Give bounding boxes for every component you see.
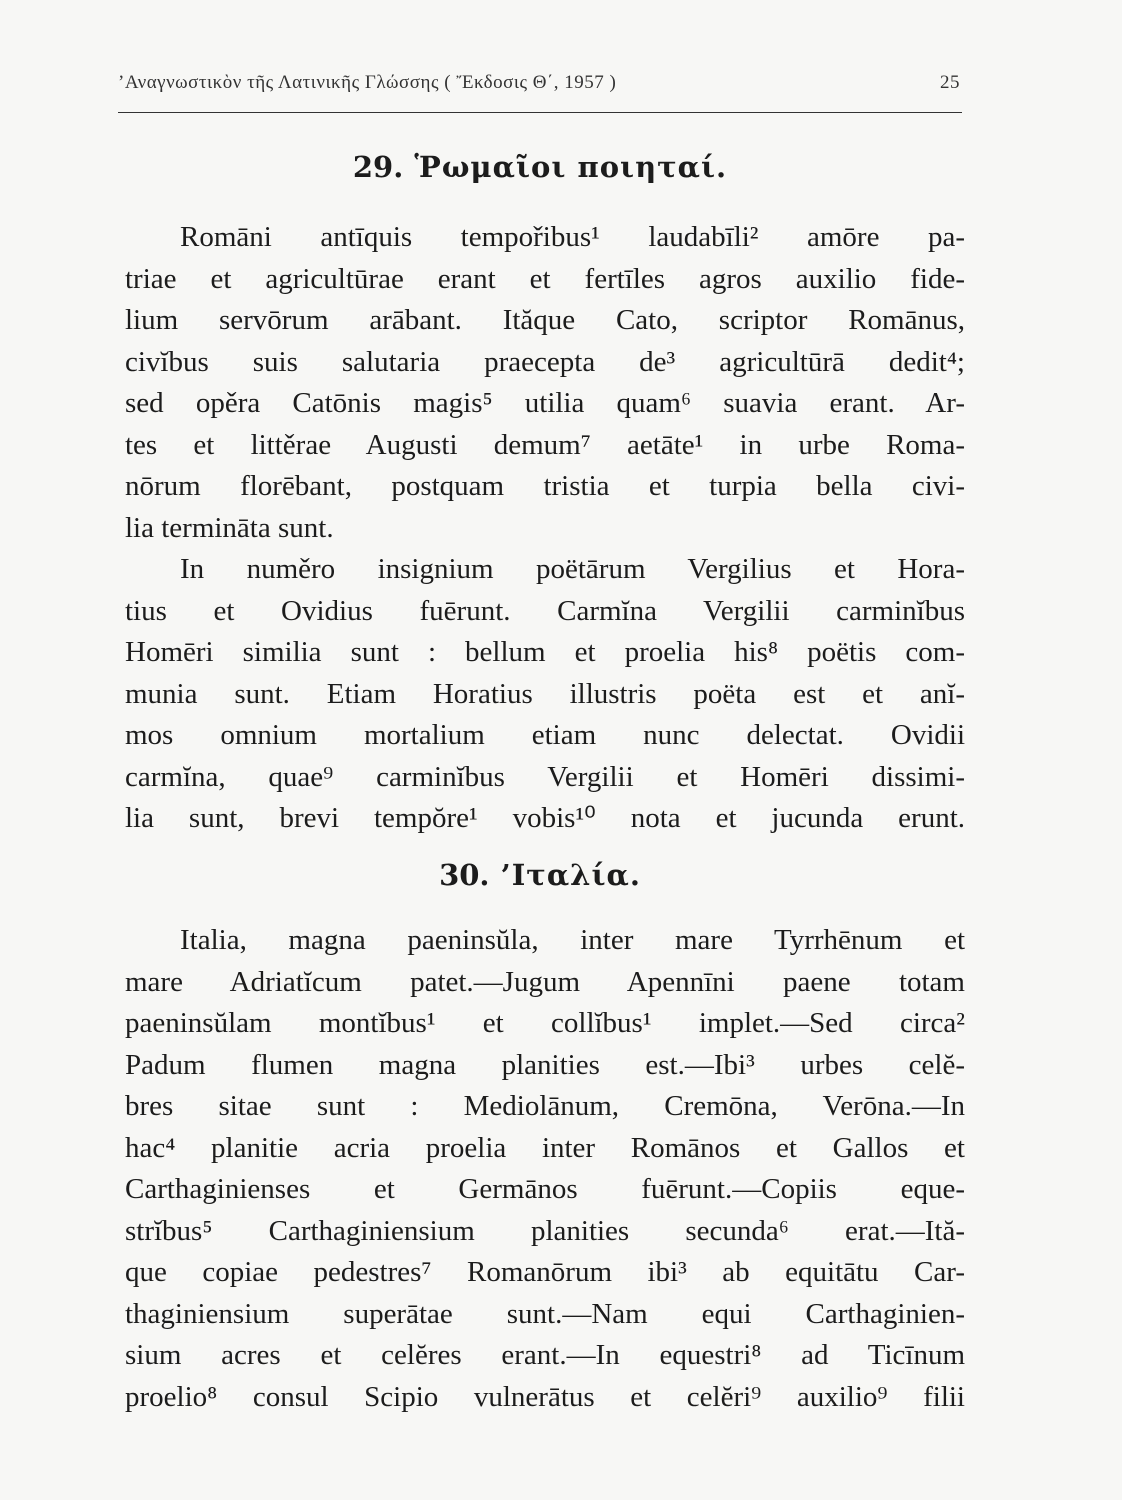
text-line: Carthaginienses et Germānos fuērunt.—Copiis eque- bbox=[125, 1173, 965, 1205]
paragraph bbox=[125, 217, 965, 549]
section-title: Ῥωμαῖοι ποιηταί. bbox=[414, 150, 728, 184]
text-line: strĭbus⁵ Carthaginiensium planities secunda⁶ erat.—Ită- bbox=[125, 1214, 965, 1247]
text-line: nōrum florēbant, postquam tristia et turpia bella civi- bbox=[125, 470, 965, 502]
section-29-heading bbox=[118, 150, 962, 184]
page-number: 25 bbox=[940, 72, 960, 93]
paragraph bbox=[125, 920, 965, 1418]
text-line: lia termināta sunt. bbox=[125, 511, 334, 544]
text-line: In numěro insignium poëtārum Vergilius et Hora- bbox=[180, 553, 965, 585]
text-line: Padum flumen magna planities est.—Ibi³ urbes celĕ- bbox=[125, 1048, 965, 1081]
text-line: thaginiensium superātae sunt.—Nam equi Carthaginien- bbox=[125, 1297, 965, 1330]
section-29-body bbox=[125, 217, 965, 840]
text-line: paeninsŭlam montĭbus¹ et collĭbus¹ implet.—Sed circa² bbox=[125, 1007, 965, 1039]
text-line: Romāni antīquis tempořibus¹ laudabīli² amōre pa- bbox=[180, 221, 965, 253]
text-line: sed opěra Catōnis magis⁵ utilia quam⁶ suavia erant. Ar- bbox=[125, 387, 965, 419]
text-line: triae et agricultūrae erant et fertīles agros auxilio fide- bbox=[125, 262, 965, 295]
text-line: munia sunt. Etiam Horatius illustris poëta est et anĭ- bbox=[125, 677, 965, 710]
paragraph bbox=[125, 549, 965, 840]
text-line: lia sunt, brevi tempŏre¹ vobis¹⁰ nota et jucunda erunt. bbox=[125, 802, 965, 834]
running-head bbox=[118, 72, 960, 94]
text-line: carmĭna, quae⁹ carminĭbus Vergilii et Homēri dissimi- bbox=[125, 760, 965, 793]
text-line: civĭbus suis salutaria praecepta de³ agricultūrā dedit⁴; bbox=[125, 345, 965, 378]
running-head-title: ’Αναγνωστικὸν τῆς Λατινικῆς Γλώσσης ( Ἔκδοσις Θ΄, 1957 ) bbox=[118, 72, 617, 93]
text-line: sium acres et celĕres erant.—In equestri⁸ ad Ticīnum bbox=[125, 1339, 965, 1371]
text-line: que copiae pedestres⁷ Romanōrum ibi³ ab equitātu Car- bbox=[125, 1256, 965, 1288]
text-line: Homēri similia sunt : bellum et proelia his⁸ poëtis com- bbox=[125, 636, 965, 668]
text-line: mare Adriatĭcum patet.—Jugum Apennīni paene totam bbox=[125, 965, 965, 998]
text-line: proelio⁸ consul Scipio vulnerātus et celĕri⁹ auxilio⁹ filii bbox=[125, 1380, 965, 1413]
header-rule bbox=[118, 112, 962, 113]
text-line: tius et Ovidius fuērunt. Carmĭna Vergilii carminĭbus bbox=[125, 594, 965, 627]
text-line: bres sitae sunt : Mediolānum, Cremōna, Verōna.—In bbox=[125, 1090, 965, 1122]
section-number: 29. bbox=[352, 150, 404, 184]
text-line: lium servōrum arābant. Ităque Cato, scriptor Romānus, bbox=[125, 304, 965, 336]
text-line: hac⁴ planitie acria proelia inter Romānos et Gallos et bbox=[125, 1131, 965, 1164]
text-line: mos omnium mortalium etiam nunc delectat. Ovidii bbox=[125, 719, 965, 751]
text-line: tes et littěrae Augusti demum⁷ aetāte¹ in urbe Roma- bbox=[125, 428, 965, 461]
section-title: ’Ιταλία. bbox=[500, 858, 641, 892]
text-line: Italia, magna paeninsŭla, inter mare Tyrrhēnum et bbox=[180, 924, 965, 956]
section-number: 30. bbox=[439, 858, 490, 892]
section-30-body bbox=[125, 920, 965, 1418]
section-30-heading bbox=[118, 858, 962, 892]
